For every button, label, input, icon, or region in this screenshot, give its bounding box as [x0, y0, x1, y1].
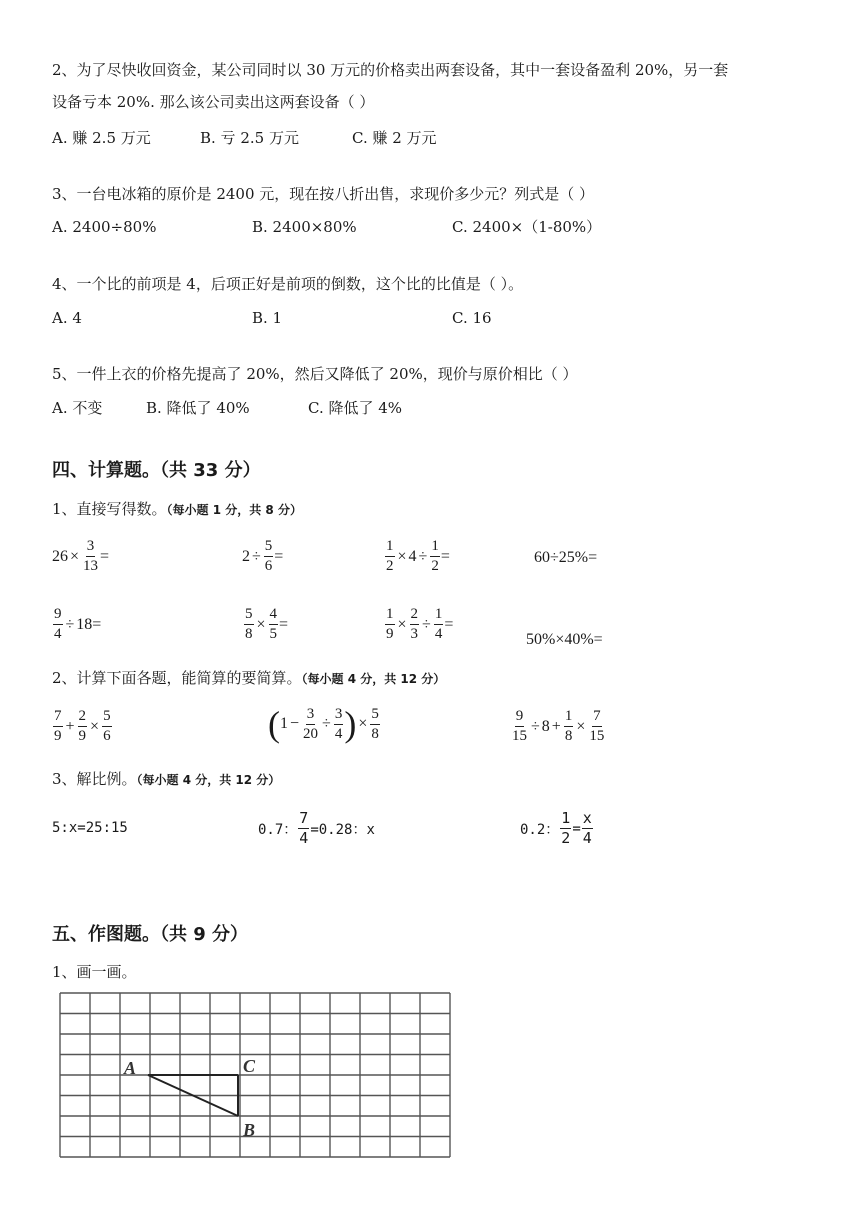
- c3-num3: 7: [592, 708, 602, 727]
- e1-fraction: [82, 538, 99, 575]
- proportion-p2: [258, 810, 375, 847]
- q4-option-b: B. 1: [252, 309, 283, 327]
- e6-den1: 8: [245, 626, 253, 642]
- q2-option-c: C. 赚 2 万元: [352, 129, 437, 147]
- drawing-grid[interactable]: [58, 990, 452, 1162]
- e3-den2: 2: [431, 558, 439, 574]
- calc-c1: [52, 708, 113, 745]
- e7-num1: 1: [385, 606, 395, 625]
- c2-fraction1: [302, 706, 319, 743]
- e5-num: 9: [53, 606, 63, 625]
- calc-e2: [242, 538, 283, 575]
- calc-e3: [384, 538, 450, 575]
- section4-part3-label: [52, 769, 280, 790]
- c3-den2: 8: [564, 728, 573, 744]
- calc-e6: [243, 606, 288, 643]
- c2-fraction2: [334, 706, 344, 743]
- e7-num2: 2: [410, 606, 420, 625]
- e2-div: ÷: [252, 547, 261, 565]
- c3-fraction1: [511, 708, 528, 745]
- calc-e1: [52, 538, 109, 575]
- c2-num2: 3: [334, 706, 344, 725]
- e7-fraction1: [385, 606, 395, 643]
- e7-div: ÷: [422, 615, 431, 633]
- e7-den2: 3: [410, 626, 419, 642]
- e5-den: 4: [54, 626, 62, 642]
- e3-div: ÷: [418, 547, 428, 565]
- part1-label-text: 1、直接写得数。: [52, 500, 167, 518]
- p2-num: 7: [299, 809, 309, 827]
- e6-fraction1: [244, 606, 254, 643]
- e5-int: 18: [76, 615, 93, 633]
- e2-fraction: [264, 538, 274, 575]
- c3-num2: 1: [564, 708, 574, 727]
- p3-fraction2: [582, 810, 593, 847]
- section4-part2-label: [52, 668, 445, 689]
- c2-den3: 8: [371, 725, 379, 742]
- p2-den: 4: [299, 829, 309, 847]
- e1-den: 13: [83, 558, 99, 574]
- calc-c2: [268, 704, 381, 744]
- e3-times: ×: [397, 547, 407, 565]
- q4-option-a: A. 4: [52, 309, 82, 327]
- point-a-label: A: [124, 1058, 137, 1078]
- q2-stem-line2: 设备亏本 20%. 那么该公司卖出这两套设备（ ）: [52, 93, 375, 111]
- p2-prefix: 0.7：: [258, 821, 298, 838]
- c1-den3: 6: [103, 728, 111, 744]
- e6-num1: 5: [244, 606, 254, 625]
- p3-num1: 1: [561, 809, 571, 827]
- q2-option-b: B. 亏 2.5 万元: [200, 129, 299, 147]
- c2-left-paren: (: [268, 704, 280, 744]
- e3-num2: 1: [430, 538, 440, 557]
- c1-plus: +: [65, 717, 75, 735]
- e5-fraction: [53, 606, 63, 643]
- c3-div: ÷: [531, 717, 540, 735]
- calc-e8: 50%×40%=: [526, 631, 603, 648]
- q4-stem: 4、一个比的前项是 4，后项正好是前项的倒数，这个比的比值是（ ）。: [52, 275, 524, 293]
- e6-equals: =: [279, 615, 289, 633]
- section4-part1-label: [52, 499, 302, 520]
- p2-suffix: =0.28：x: [310, 821, 375, 838]
- e1-times: ×: [70, 547, 80, 565]
- q2-option-a: A. 赚 2.5 万元: [52, 129, 151, 147]
- e3-equals: =: [440, 547, 450, 565]
- c3-fraction2: [564, 708, 574, 745]
- e1-num: 3: [86, 538, 96, 557]
- q4-option-c: C. 16: [452, 309, 492, 327]
- q3-option-b: B. 2400×80%: [252, 218, 357, 236]
- c2-num3: 5: [370, 706, 380, 725]
- e5-div: ÷: [65, 615, 75, 633]
- section4-title: 四、计算题。（共 33 分）: [52, 460, 261, 481]
- e2-int: 2: [242, 547, 250, 565]
- q5-stem: 5、一件上衣的价格先提高了 20%，然后又降低了 20%，现价与原价相比（ ）: [52, 365, 578, 383]
- e6-den2: 5: [269, 626, 278, 642]
- calc-c3: [510, 708, 606, 745]
- p3-den1: 2: [561, 829, 571, 847]
- e7-num3: 1: [434, 606, 444, 625]
- e1-equals: =: [100, 547, 110, 565]
- p2-fraction: [298, 810, 309, 847]
- e6-times: ×: [256, 615, 266, 633]
- e7-fraction3: [434, 606, 444, 643]
- e2-num: 5: [264, 538, 274, 557]
- part1-score-note: （每小题 1 分，共 8 分）: [166, 503, 302, 517]
- point-c-label: C: [243, 1056, 256, 1076]
- c2-div: ÷: [322, 715, 331, 732]
- part3-label-text: 3、解比例。: [52, 770, 137, 788]
- e7-den1: 9: [386, 626, 394, 642]
- point-b-label: B: [243, 1120, 256, 1140]
- q5-option-b: B. 降低了 40%: [146, 399, 250, 417]
- e3-num1: 1: [385, 538, 395, 557]
- p3-prefix: 0.2：: [520, 821, 560, 838]
- calc-e7: [384, 606, 453, 643]
- e7-den3: 4: [434, 626, 443, 642]
- c1-times: ×: [90, 717, 100, 735]
- q3-option-c: C. 2400×（1-80%）: [452, 218, 602, 236]
- p3-num2: x: [582, 809, 592, 827]
- c3-times: ×: [576, 717, 586, 735]
- e5-equals: =: [92, 615, 102, 633]
- c1-num3: 5: [102, 708, 112, 727]
- c2-fraction3: [370, 706, 380, 743]
- c3-fraction3: [588, 708, 605, 745]
- e7-times: ×: [397, 615, 407, 633]
- q5-option-a: A. 不变: [52, 399, 103, 417]
- c2-num1: 3: [306, 706, 316, 725]
- c1-den2: 9: [78, 728, 87, 744]
- calc-e4: 60÷25%=: [534, 549, 598, 566]
- p3-equals: =: [572, 820, 581, 837]
- c2-times: ×: [358, 715, 368, 732]
- c2-one: 1: [280, 715, 288, 732]
- p3-fraction1: [560, 810, 571, 847]
- c3-num1: 9: [515, 708, 525, 727]
- section5-part1-label: 1、画一画。: [52, 963, 137, 981]
- c3-plus: +: [551, 717, 561, 735]
- c2-den1: 20: [303, 725, 319, 742]
- c1-fraction1: [53, 708, 63, 745]
- proportion-p1: 5:x=25:15: [52, 820, 128, 836]
- c2-minus: −: [290, 715, 300, 732]
- c1-fraction3: [102, 708, 112, 745]
- e2-den: 6: [264, 558, 273, 574]
- e3-den1: 2: [386, 558, 394, 574]
- e2-equals: =: [274, 547, 284, 565]
- q5-option-c: C. 降低了 4%: [308, 399, 403, 417]
- e6-num2: 4: [269, 606, 279, 625]
- c3-int: 8: [541, 717, 550, 735]
- e6-fraction2: [269, 606, 279, 643]
- e1-int: 26: [52, 547, 68, 565]
- c2-right-paren: ): [344, 704, 357, 744]
- c1-num1: 7: [53, 708, 63, 727]
- c3-den3: 15: [589, 728, 605, 744]
- p3-den2: 4: [582, 829, 592, 847]
- part2-score-note: （每小题 4 分，共 12 分）: [301, 672, 446, 686]
- c1-fraction2: [78, 708, 88, 745]
- e3-fraction1: [385, 538, 395, 575]
- part2-label-text: 2、计算下面各题，能简算的要简算。: [52, 669, 302, 687]
- e7-equals: =: [444, 615, 454, 633]
- c1-den1: 9: [54, 728, 62, 744]
- e3-int: 4: [408, 547, 417, 565]
- q2-stem-line1: 2、为了尽快收回资金，某公司同时以 30 万元的价格卖出两套设备，其中一套设备盈利 20%，另一套: [52, 61, 729, 79]
- section5-title: 五、作图题。（共 9 分）: [52, 924, 249, 945]
- proportion-p3: [520, 810, 594, 847]
- e7-fraction2: [410, 606, 420, 643]
- c3-den1: 15: [512, 728, 527, 744]
- e3-fraction2: [430, 538, 440, 575]
- part3-score-note: （每小题 4 分，共 12 分）: [136, 773, 281, 787]
- c1-num2: 2: [78, 708, 88, 727]
- q3-option-a: A. 2400÷80%: [52, 218, 157, 236]
- c2-den2: 4: [334, 725, 343, 742]
- q3-stem: 3、一台电冰箱的原价是 2400 元，现在按八折出售，求现价多少元？列式是（ ）: [52, 185, 595, 203]
- calc-e5: [52, 606, 101, 643]
